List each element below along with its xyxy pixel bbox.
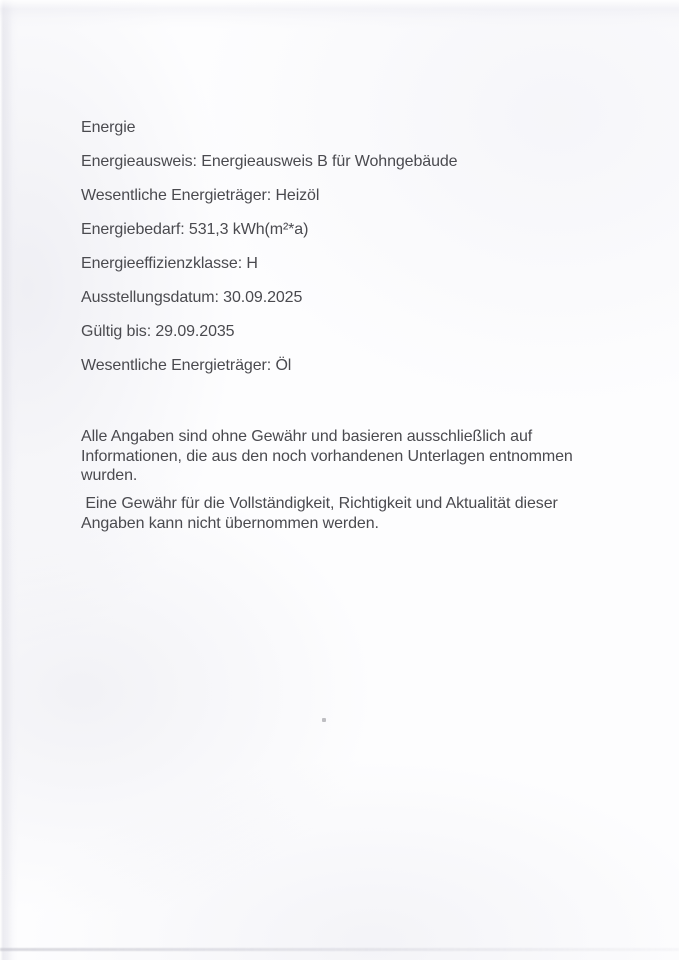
disclaimer-2-line-2: Angaben kann nicht übernommen werden. bbox=[81, 514, 379, 532]
field-effizienzklasse: Energieeffizienzklasse: H bbox=[81, 255, 258, 272]
scan-edge-bottom-line bbox=[0, 948, 679, 951]
disclaimer-1-line-3: wurden. bbox=[81, 467, 138, 484]
disclaimer-1-line-1: Alle Angaben sind ohne Gewähr und basieren ausschließlich auf bbox=[81, 428, 533, 445]
field-energieausweis: Energieausweis: Energieausweis B für Wohngebäude bbox=[81, 153, 458, 170]
field-ausstellungsdatum: Ausstellungsdatum: 30.09.2025 bbox=[81, 289, 303, 306]
disclaimer-1-line-2: Informationen, die aus den noch vorhandenen Unterlagen entnommen bbox=[81, 447, 573, 465]
document-heading: Energie bbox=[81, 119, 136, 136]
field-energietraeger-1: Wesentliche Energieträger: Heizöl bbox=[81, 187, 320, 204]
disclaimer-paragraph-1 bbox=[81, 427, 573, 486]
scan-shadow-left bbox=[0, 0, 18, 960]
field-energiebedarf: Energiebedarf: 531,3 kWh(m²*a) bbox=[81, 221, 309, 238]
field-gueltig-bis: Gültig bis: 29.09.2035 bbox=[81, 323, 235, 340]
field-energietraeger-2: Wesentliche Energieträger: Öl bbox=[81, 357, 292, 374]
energy-certificate-fields bbox=[81, 111, 457, 383]
disclaimer-paragraph-2 bbox=[81, 494, 558, 533]
scan-speck-artifact bbox=[322, 718, 326, 722]
disclaimer-2-line-1: Eine Gewähr für die Vollständigkeit, Richtigkeit und Aktualität dieser bbox=[81, 495, 558, 512]
scan-shadow-top bbox=[0, 0, 679, 28]
